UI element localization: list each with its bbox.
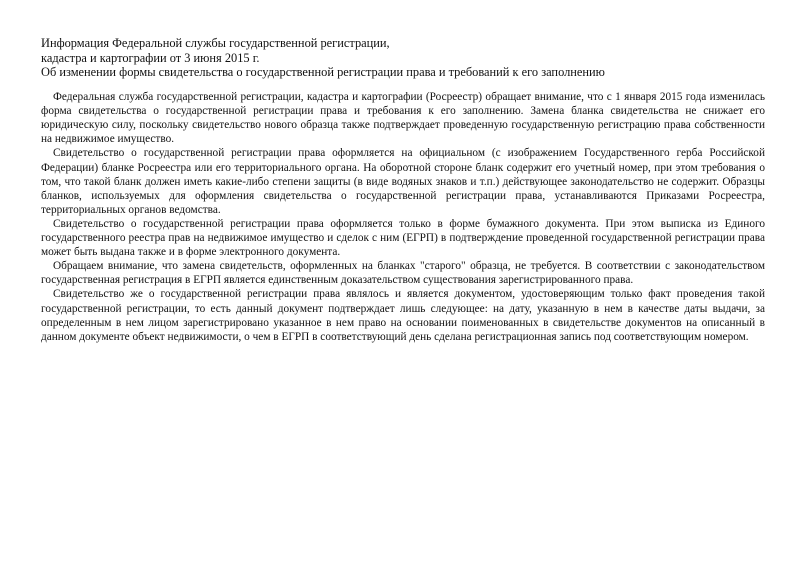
paragraph-3: Свидетельство о государственной регистрации права оформляется только в форме бумажного документа. При этом выписка из Единого государственного реестра прав на недвижимое имущество и сделок с ним (ЕГРП) в подтверждение проведенной государственной регистрации права может быть выдана также и в форме электронного документа. [41,217,765,259]
document-heading [41,36,765,80]
heading-line-2: кадастра и картографии от 3 июня 2015 г. [41,50,260,65]
document-page [41,36,765,344]
heading-line-1: Информация Федеральной службы государственной регистрации, [41,36,390,50]
paragraph-4: Обращаем внимание, что замена свидетельств, оформленных на бланках "старого" образца, не требуется. В соответствии с законодательством государственная регистрация в ЕГРП является единственным доказательством существования зарегистрированного права. [41,260,765,287]
document-body [41,90,765,344]
paragraph-5: Свидетельство же о государственной регистрации права являлось и является документом, удостоверяющим только факт проведения такой государственной регистрации, то есть данный документ подтверждает лишь следующее: на дату, указанную в нем в качестве даты выдачи, за определенным в нем лицом зарегистрировано указанное в нем право на основании поименованных в свидетельстве документов на описанный в данном документе объект недвижимости, о чем в ЕГРП в соответствующий день сделана регистрационная запись под соответствующим номером. [41,288,765,343]
heading-line-3: Об изменении формы свидетельства о государственной регистрации права и требований к его заполнению [41,65,605,80]
paragraph-2: Свидетельство о государственной регистрации права оформляется на официальном (с изображением Государственного герба Российской Федерации) бланке Росреестра или его территориального органа. На оборотной стороне бланк содержит его учетный номер, при этом требования о том, что такой бланк должен иметь какие-либо степени защиты (в виде водяных знаков и т.п.) действующее законодательство не содержит. Образцы бланков, используемых для оформления свидетельства о государственной регистрации права, устанавливаются Приказами Росреестра, территориальных органов ведомства. [41,147,765,216]
paragraph-1: Федеральная служба государственной регистрации, кадастра и картографии (Росреестр) обращает внимание, что с 1 января 2015 года изменилась форма свидетельства о государственной регистрации права и требования к его заполнению. Замена бланка свидетельства не снижает его юридическую силу, поскольку свидетельство нового образца также подтверждает проведенную государственную регистрацию права собственности на недвижимое имущество. [41,91,765,146]
